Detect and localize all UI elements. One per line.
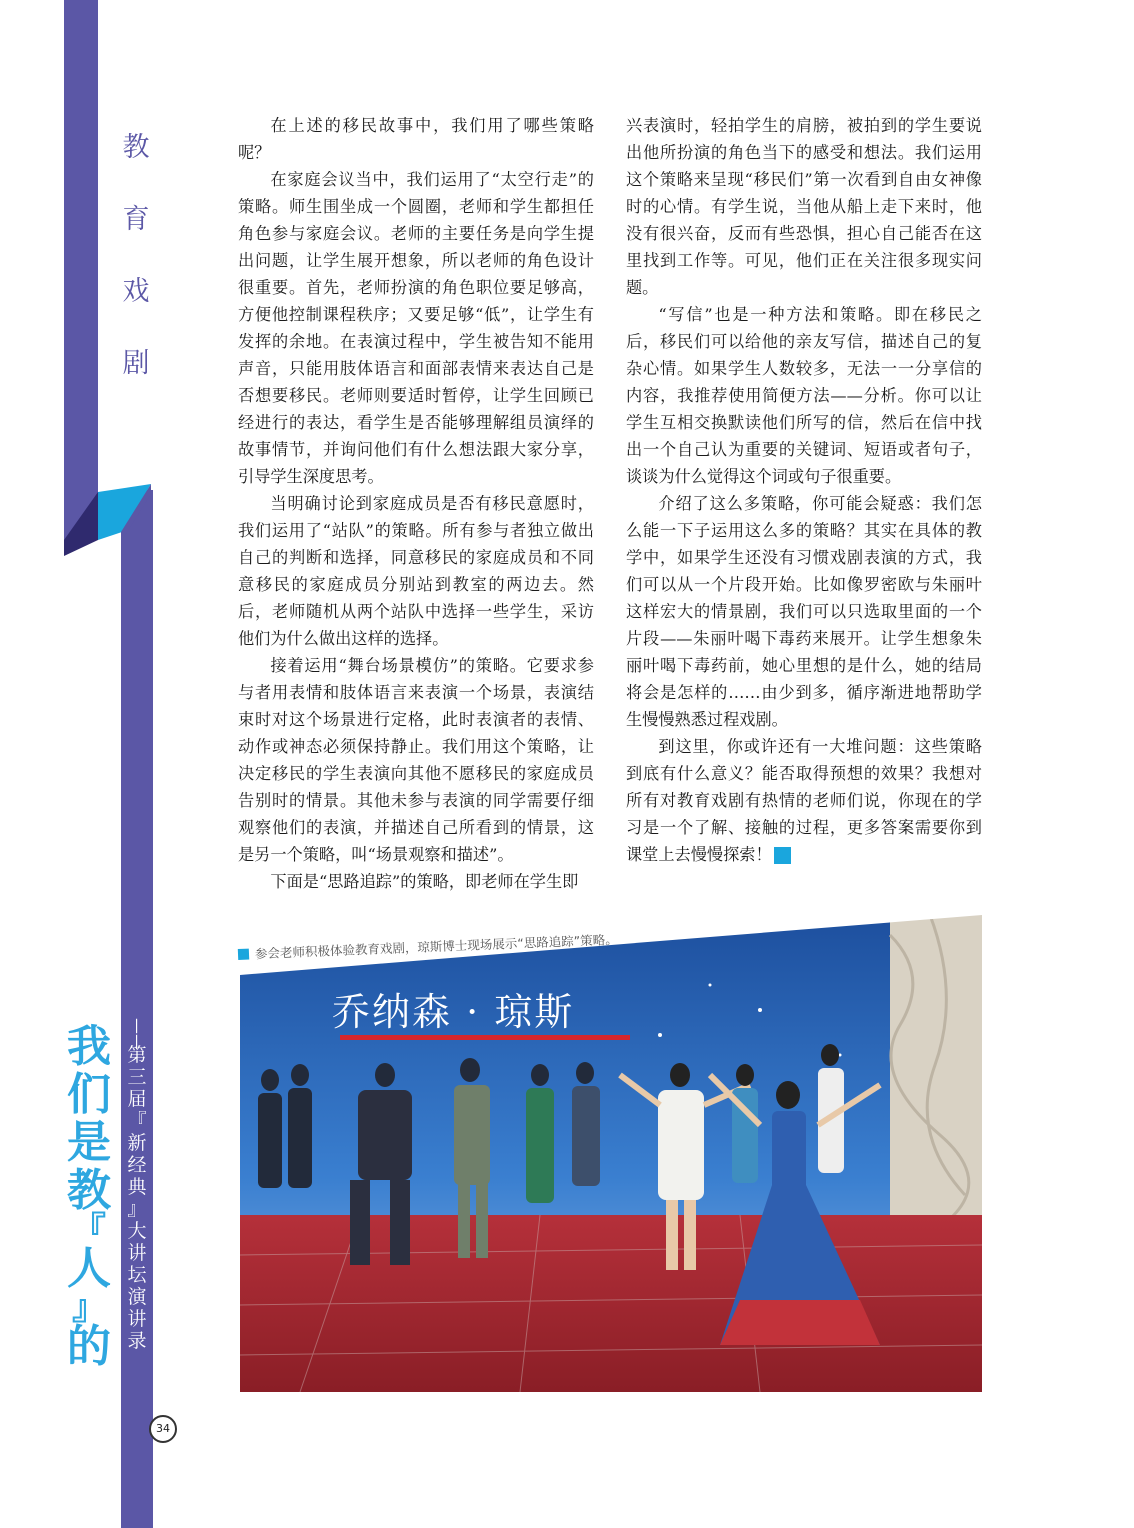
subtitle-char: 新 xyxy=(127,1132,147,1154)
section-title-char: 育 xyxy=(122,204,150,235)
section-title xyxy=(118,112,154,400)
title-char: 人 xyxy=(67,1243,111,1294)
paragraph: 下面是“思路追踪”的策略，即老师在学生即 xyxy=(270,872,579,891)
paragraph-text: 到这里，你或许还有一大堆问题：这些策略到底有什么意义？能否取得预想的效果？我想对所有对教育戏剧有热情的老师们说，你现在的学习是一个了解、接触的过程，更多答案需要你到课堂上去慢慢探索！ xyxy=(626,737,982,864)
left-text-column xyxy=(238,112,594,895)
subtitle-char: 坛 xyxy=(127,1264,147,1286)
caption-square-icon xyxy=(238,949,249,960)
paragraph-continuation: 兴表演时，轻拍学生的肩膀，被拍到的学生要说出他所扮演的角色当下的感受和想法。我们运用这个策略来呈现“移民们”第一次看到自由女神像时的心情。有学生说，当他从船上走下来时，他没有很兴奋，反而有些恐惧，担心自己能否在这里找到工作等。可见，他们正在关注很多现实问题。 xyxy=(626,116,982,297)
subtitle-char: 『 xyxy=(127,1110,147,1132)
title-char: 『 xyxy=(72,1210,106,1250)
section-title-char: 戏 xyxy=(122,276,150,307)
page-number: 34 xyxy=(149,1415,177,1443)
event-photo xyxy=(240,915,982,1392)
title-char: 教 xyxy=(67,1165,111,1216)
subtitle-char: 大 xyxy=(127,1220,147,1242)
title-char: 我 xyxy=(67,1021,111,1072)
right-text-column xyxy=(626,112,982,868)
subtitle-char: —— xyxy=(128,1018,147,1050)
paragraph: 在家庭会议当中，我们运用了“太空行走”的策略。师生围坐成一个圆圈，老师和学生都担任角色参与家庭会议。老师的主要任务是向学生提出问题，让学生展开想象，所以老师的角色设计很重要。首先，老师扮演的角色职位要足够高，方便他控制课程秩序；又要足够“低”，让学生有发挥的余地。在表演过程中，学生被告知不能用声音，只能用肢体语言和面部表情来表达自己是否想要移民。老师则要适时暂停，让学生回顾已经进行的表达，看学生是否能够理解组员演绎的故事情节，并询问他们有什么想法跟大家分享，引导学生深度思考。 xyxy=(238,170,594,486)
end-mark-icon: 家 xyxy=(774,847,791,864)
title-char: 的 xyxy=(67,1321,111,1372)
subtitle-char: 』 xyxy=(127,1198,147,1220)
paragraph: 在上述的移民故事中，我们用了哪些策略呢？ xyxy=(238,116,594,162)
subtitle-char: 三 xyxy=(127,1066,147,1088)
top-accent-bar xyxy=(64,0,98,540)
subtitle-char: 典 xyxy=(127,1176,147,1198)
photo-banner-text: 乔纳森 · 琼斯 xyxy=(332,990,575,1034)
title-char: 』 xyxy=(72,1288,106,1328)
subtitle-char: 第 xyxy=(127,1044,147,1066)
paragraph: “写信”也是一种方法和策略。即在移民之后，移民们可以给他的亲友写信，描述自己的复杂心情。如果学生人数较多，无法一一分享信的内容，我推荐使用简便方法——分析。你可以让学生互相交换默读他们所写的信，然后在信中找出一个自己认为重要的关键词、短语或者句子，谈谈为什么觉得这个词或句子很重要。 xyxy=(626,305,982,486)
subtitle-char: 演 xyxy=(127,1286,147,1308)
subtitle-char: 届 xyxy=(127,1088,147,1110)
title-char: 们 xyxy=(67,1069,111,1120)
subtitle-char: 录 xyxy=(127,1330,147,1352)
subtitle-char: 经 xyxy=(127,1154,147,1176)
subtitle-char: 讲 xyxy=(127,1242,147,1264)
ribbon-fold-icon xyxy=(60,480,160,570)
paragraph: 介绍了这么多策略，你可能会疑惑：我们怎么能一下子运用这么多的策略？其实在具体的教学中，如果学生还没有习惯戏剧表演的方式，我们可以从一个片段开始。比如像罗密欧与朱丽叶这样宏大的情景剧，我们可以只选取里面的一个片段——朱丽叶喝下毒药来展开。让学生想象朱丽叶喝下毒药前，她心里想的是什么，她的结局将会是怎样的……由少到多，循序渐进地帮助学生慢慢熟悉过程戏剧。 xyxy=(626,494,982,729)
column-subtitle xyxy=(123,1018,151,1352)
section-title-char: 教 xyxy=(122,132,150,163)
caption-text: 参会老师积极体验教育戏剧，琼斯博士现场展示“思路追踪”策略。 xyxy=(254,931,618,962)
paragraph xyxy=(626,733,982,868)
subtitle-char: 讲 xyxy=(127,1308,147,1330)
paragraph: 接着运用“舞台场景模仿”的策略。它要求参与者用表情和肢体语言来表演一个场景，表演结束时对这个场景进行定格，此时表演者的表情、动作或神态必须保持静止。我们用这个策略，让决定移民的学生表演向其他不愿移民的家庭成员告别时的情景。其他未参与表演的同学需要仔细观察他们的表演，并描述自己所看到的情景，这是另一个策略，叫“场景观察和描述”。 xyxy=(238,656,594,864)
section-title-char: 剧 xyxy=(122,348,150,379)
paragraph: 当明确讨论到家庭成员是否有移民意愿时，我们运用了“站队”的策略。所有参与者独立做出自己的判断和选择，同意移民的家庭成员和不同意移民的家庭成员分别站到教室的两边去。然后，老师随机从两个站队中选择一些学生，采访他们为什么做出这样的选择。 xyxy=(238,494,594,648)
title-char: 是 xyxy=(67,1117,111,1168)
bottom-accent-bar xyxy=(121,490,153,1528)
column-title xyxy=(62,1023,116,1371)
